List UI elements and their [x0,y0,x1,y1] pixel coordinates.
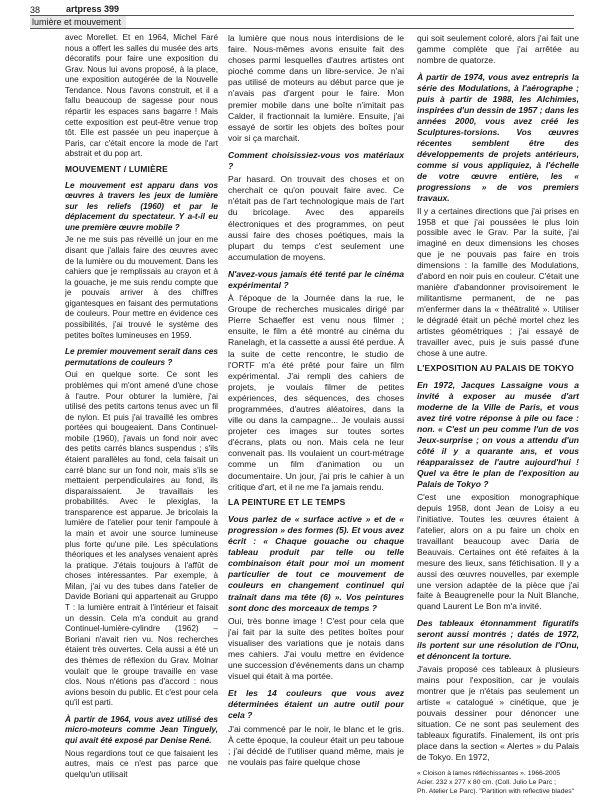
paragraph: la lumière que nous nous interdisions de le faire. Nous-mêmes avons ensuite fait des choses parmi lesquelles d'autres artistes ont pioché comme dans un libre-service. Je n'ai pas utilisé de moteurs au début parce que je n'avais pas d'argent pour le faire. Mon premier mobile dans une boîte n'imitait pas Calder, il fractionnait la lumière. Ensuite, j'ai essayé de sortir les objets des boîtes pour voir si ça marchait. [228,33,404,143]
paragraph: Oui, très bonne image ! C'est pour cela que j'ai fait par la suite des petites boîtes pour visualiser des variations que je notais dans mes cahiers. J'ai voulu mettre en évidence une succession d'événements dans un champ visuel qui était à ma portée. [228,615,405,682]
caption-line: « Cloison à lames réfléchissantes ». 1966-2005 [417,770,561,777]
image-caption [417,769,579,796]
paragraph: C'est une exposition monographique depuis 1958, dont Jean de Loisy a eu l'initiative. Toutes les œuvres étaient à l'atelier, alors on a pu faire un choix en travaillant beaucoup avec Daria de Beauvais. Certaines ont été refaites à la mesure des lieux, sans fétichisation. Il y a aussi des œuvres nouvelles, par exemple une version adaptée de la pièce que j'ai faite à Beaugrenelle pour la Nuit Blanche, quand Laurent Le Bon m'a invité. [417,491,579,612]
interview-question: Le mouvement est apparu dans vos œuvres à travers les jeux de lumière sur les reliefs (1960) et par le déplacement du spectateur. Y a-t-il eu une première œuvre mobile ? [65,180,218,232]
interview-question: À partir de 1964, vous avez utilisé des micro-moteurs comme Jean Tinguely, qui avait été exposé par Denise René. [65,714,218,745]
paragraph: Oui en quelque sorte. Ce sont les problèmes qui m'ont amené d'une chose à l'autre. Pour obturer la lumière, j'ai utilisé des petits cartons tenus avec un fil de nylon. Et puis j'ai travaillé les ombres portées qui bougeaient. Dans Continuel-mobile (1960), j'avais un fond noir avec des petits carrés blancs suspendus ; s'ils étaient parallèles au fond, cela faisait un carré blanc sur un fond noir, mais s'ils se mettaient perpendiculaires au fond, ils disparaissaient. Je travaillais les probabilités. Avec le plexiglas, la transparence est apparue. Je bricolais la lumière de l'atelier pour tenir l'ampoule à la main et avoir une source lumineuse plus forte qu'une pile. Les spéculations théoriques et les analyses venaient après la pratique. J'étais toujours à l'affût de choses intéressantes. Par exemple, à Milan, j'ai vu des tubes dans l'atelier de Davide Boriani qui appartenait au Gruppo T : la lumière entrait à l'intérieur et faisait un dessin. Cela m'a conduit au grand Continuel-lumière-cylindre (1962) – Boriani n'avait rien vu. Nos recherches étaient très ouvertes. Cela aussi a été un des thèmes de réflexion du Grav. Molnar voulait que le groupe travaille en vase clos. Nous n'étions pas d'accord : nous avions besoin du public. Et c'est pour cela qu'il est parti. [65,370,218,708]
paragraph: avec Morellet. Et en 1964, Michel Faré nous a offert les salles du musée des arts décoratifs pour faire une exposition du Grav. Nous lui avons proposé, à la place, une exposition autogérée de la Nouvelle Tendance. Nous l'avons construit, et il a fallu beaucoup de sagesse pour nous répartir les espaces sans bagarre ! Mais cette exposition est peut-être venue trop tôt. Elle est passée un peu inaperçue à Paris, car c'était encore la mode de l'art abstrait et du pop art. [65,33,218,159]
interview-question: Comment choisissiez-vous vos matériaux ? [228,149,404,172]
interview-question: Vous parlez de « surface active » et de « progression » des formes (5). Et vous avez écrit : « Chaque gouache ou chaque tableau produit par telle ou telle combinaison était pour moi un moment particulier de tout ce mouvement de couleurs en changement continuel qui traînait dans ma tête (6) ». Vos peintures sont donc des morceaux de temps ? [228,513,404,613]
section-header-bar [30,15,574,29]
paragraph: J'avais proposé ces tableaux à plusieurs mains pour l'exposition, car je voulais montrer que je n'étais pas seulement un artiste « catalogué » cinétique, que je pouvais dessiner pour dénoncer une situation. Ce ne sont pas seulement des tableaux figuratifs. Finalement, ils ont pris place dans la section « Alertes » du Palais de Tokyo. En 1972, [417,664,579,763]
column-3 [417,33,579,796]
paragraph: Je ne me suis pas réveillé un jour en me disant que j'allais faire des œuvres avec de la lumière ou du mouvement. Dans les cahiers que je remplissais au crayon et à la gouache, je me suis rendu compte que je pouvais arriver à des chiffres gigantesques en faisant des permutations de couleurs. Pour mettre en évidence ces possibilités, j'ai trouvé le système des petites boîtes lumineuses en 1959. [65,235,218,340]
paragraph: Nous regardions tout ce que faisaient les autres, mais ce n'est pas parce que quelqu'un utilisait [65,748,218,779]
caption-line: Ph. Atelier Le Parc). "Partition with reflective blades" [417,788,575,795]
interview-question: À partir de 1974, vous avez entrepris la série des Modulations, à l'aérographe ; puis à partir de 1988, les Alchimies, inspirées d'un dessin de 1957 ; dans les années 2000, vous avez créé les Sculptures-torsions. Vos œuvres récentes semblent être des développements de projets antérieurs, comme si vous appliquiez, à l'échelle de votre œuvre entière, les « progressions » de vos premiers travaux. [417,71,579,203]
caption-line: Acier. 232 x 277 x 80 cm. (Coll. Julio Le Parc ; [417,779,557,786]
section-label: lumière et mouvement [30,16,126,28]
section-heading: L'EXPOSITION AU PALAIS DE TOKYO [417,363,574,374]
paragraph: J'ai commencé par le noir, le blanc et le gris. À cette époque, la couleur était un peu taboue ; j'ai décidé de l'utiliser quand même, mais je ne voulais pas faire quelque chose [228,723,404,767]
column-1 [65,33,218,781]
interview-question: En 1972, Jacques Lassaigne vous a invité à exposer au musée d'art moderne de la Ville de Paris, et vous avez tiré votre réponse à pile ou face : non. « C'est un peu comme l'un de vos Jeux-surprise ; on vous a attendu d'un côté il y a quarante ans, et vous réapparaissez de l'autre aujourd'hui ! Quel va être le plan de l'exposition au Palais de Tokyo ? [417,380,579,489]
paragraph: Par hasard. On trouvait des choses et on cherchait ce qu'on pouvait faire avec. Ce n'était pas de l'art technologique mais de l'art du bricolage. Avec des appareils électroniques et des programmes, on peut aussi faire des choses poétiques, mais la plupart du temps c'est seulement une accumulation de moyens. [228,174,404,262]
interview-question: Des tableaux étonnamment figuratifs seront aussi montrés ; datés de 1972, ils portent sur une résolution de l'Onu, et dénoncent la torture. [417,618,579,662]
magazine-name: artpress 399 [66,4,120,14]
interview-question: Le premier mouvement serait dans ces permutations de couleurs ? [65,347,218,367]
paragraph: qui soit seulement coloré, alors j'ai fait une gamme complète que j'ai arrêtée au nombre de quatorze. [417,33,579,65]
interview-question: N'avez-vous jamais été tenté par le cinéma expérimental ? [228,268,404,290]
section-heading: MOUVEMENT / LUMIÈRE [65,163,168,174]
section-heading: LA PEINTURE ET LE TEMPS [228,496,346,507]
page-number: 38 [30,5,41,15]
paragraph: À l'époque de la Journée dans la rue, le Groupe de recherches musicales dirigé par Pierre Schaeffer est venu nous filmer ; ensuite, le film a été montré au cinéma du Ranelagh, et la cassette a aussi été perdue. À la suite de cette rencontre, le studio de l'ORTF m'a été prêté pour faire un film expérimental. J'ai rempli des cahiers de projets, je voulais filmer de petites expériences, des séquences, des choses programmées, d'autres aléatoires, dans la ville ou dans la campagne... Je voulais aussi projeter ces images sur toutes sortes d'écrans, plats ou non. Mais cela ne leur convenait pas. Ils voulaient un court-métrage comme un film d'animation ou un documentaire. Un jour, j'ai pris le cahier à un critique d'art, et il ne me l'a jamais rendu. [228,293,404,492]
interview-question: Et les 14 couleurs que vous avez déterminées étaient un autre outil pour cela ? [228,688,404,721]
column-2 [228,33,404,769]
paragraph: Il y a certaines directions que j'ai prises en 1958 et que j'ai poussées le plus loin possible avec le Grav. Par la suite, j'ai imaginé en deux dimensions les choses que je ne pouvais pas faire en trois dimensions : la famille des Modulations, d'abord en noir puis en couleur. C'était une manière d'abandonner provisoirement le militantisme permanent, de ne pas m'enfermer dans la « théâtralité ». Utiliser le dégradé était un péché mortel chez les artistes géométriques ; j'ai essayé de travailler avec, puis je suis passé d'une chose à une autre. [417,205,579,359]
